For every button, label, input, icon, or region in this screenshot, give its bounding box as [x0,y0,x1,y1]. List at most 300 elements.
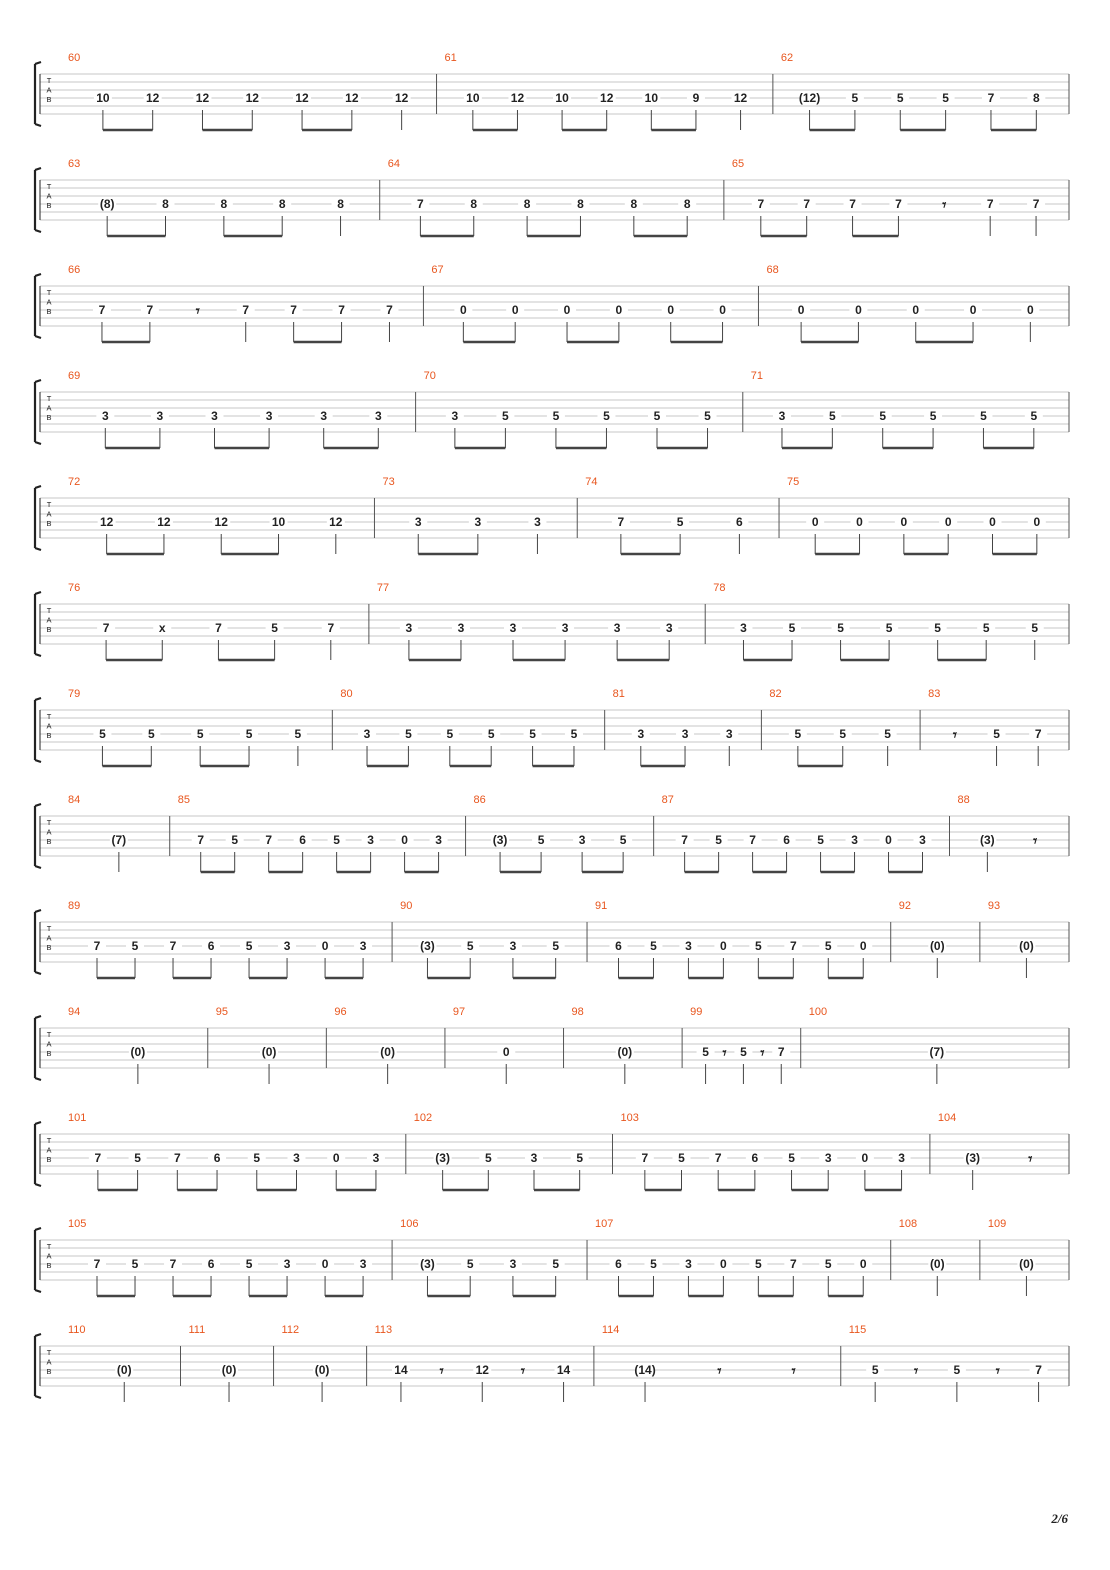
fret-number: 0 [563,303,571,317]
tab-clef-letter: A [46,509,52,519]
measure [705,582,1044,660]
fret-number: (0) [1019,939,1034,953]
measure-number: 77 [376,582,390,594]
fret-number: 7 [98,303,106,317]
fret-number: 7 [146,303,154,317]
fret-number: (3) [492,833,508,847]
tab-system [35,52,1069,130]
fret-number: 5 [294,727,302,741]
measure [779,476,1046,554]
fret-number: 12 [475,1363,489,1377]
fret-number: 5 [253,1151,261,1165]
tab-clef-letter: T [46,182,52,191]
fret-number: 7 [803,197,811,211]
tab-clef-letter: T [46,1030,52,1039]
measure-number: 89 [68,900,81,912]
fret-number: 12 [510,91,525,105]
measure-number: 67 [431,264,444,276]
fret-number: 7 [777,1045,785,1059]
fret-number: 5 [702,1045,709,1059]
fret-number: 5 [678,1151,685,1165]
fret-number: 3 [778,409,786,423]
fret-number: 3 [283,939,291,953]
measure [594,1324,796,1402]
tab-clef-letter: B [46,95,52,104]
measure-number: 99 [690,1006,703,1018]
measure-number: 74 [585,476,598,488]
fret-number: 0 [321,1257,329,1271]
fret-number: 3 [374,409,382,423]
measure-number: 84 [68,794,81,806]
fret-number: (0) [1019,1257,1034,1271]
tab-clef-letter: B [46,837,52,846]
fret-number: 0 [615,303,623,317]
fret-number: 5 [99,727,106,741]
fret-number: 5 [896,91,904,105]
measure [423,264,731,342]
fret-number: 7 [789,939,797,953]
fret-number: 6 [299,833,306,847]
measure-number: 73 [382,476,395,488]
fret-number: 7 [242,303,250,317]
fret-number: 0 [944,515,952,529]
fret-number: 7 [1035,1363,1042,1377]
rest-symbol: 𝄾 [1033,832,1038,850]
fret-number: 5 [929,409,937,423]
measure [445,1006,515,1084]
measure-number: 76 [68,582,81,594]
fret-number: 7 [290,303,297,317]
fret-number: 5 [245,939,253,953]
fret-number: 3 [530,1151,538,1165]
fret-number: 7 [895,197,902,211]
fret-number: 5 [131,939,139,953]
fret-number: 5 [824,939,832,953]
fret-number: 10 [96,91,110,105]
fret-number: 3 [293,1151,300,1165]
fret-number: 0 [856,515,863,529]
fret-number: 8 [683,197,691,211]
fret-number: (0) [314,1363,330,1377]
tab-clef-letter: A [46,933,52,943]
fret-number: 8 [278,197,286,211]
fret-number: 0 [861,1151,869,1165]
fret-number: 7 [215,621,222,635]
fret-number: 0 [502,1045,510,1059]
tab-clef-letter: A [46,85,52,95]
fret-number: (3) [980,833,995,847]
measure [801,1006,946,1084]
tab-clef-letter: T [46,500,52,509]
tab-system [35,1218,1069,1296]
fret-number: 12 [195,91,210,105]
tab-clef-letter: T [46,394,52,403]
fret-number: 3 [509,621,517,635]
measure-number: 115 [848,1324,867,1336]
fret-number: 3 [898,1151,905,1165]
measure [392,900,565,978]
fret-number: 0 [885,833,892,847]
tab-clef-letter: T [46,712,52,721]
fret-number: 0 [720,939,727,953]
measure-number: 101 [68,1112,87,1124]
fret-number: 0 [811,515,819,529]
fret-number: 7 [1034,727,1042,741]
measure-number: 65 [731,158,745,170]
fret-number: 3 [613,621,621,635]
measure-number: 97 [452,1006,466,1018]
fret-number: 0 [401,833,408,847]
tab-system [35,1112,1069,1190]
fret-number: 5 [788,1151,795,1165]
fret-number: 3 [665,621,673,635]
fret-number: 5 [884,727,891,741]
fret-number: 5 [871,1363,879,1377]
fret-number: 12 [733,91,748,105]
tab-clef-letter: B [46,1367,52,1376]
tab-clef-letter: B [46,1049,52,1058]
tab-clef-letter: T [46,1136,52,1145]
measure-number: 92 [898,900,911,912]
measure-number: 62 [780,52,794,64]
fret-number: 5 [529,727,536,741]
rest-symbol: 𝄾 [914,1362,919,1380]
fret-number: 7 [681,833,688,847]
fret-number: (8) [99,197,115,211]
fret-number: 6 [213,1151,221,1165]
fret-number: 10 [271,515,286,529]
measure-number: 82 [769,688,782,700]
tab-system [35,900,1069,978]
fret-number: 3 [451,409,459,423]
measure-number: 112 [281,1324,300,1336]
fret-number: (7) [111,833,127,847]
tab-system [35,264,1069,342]
tab-clef-letter: T [46,606,52,615]
measure-number: 66 [68,264,81,276]
fret-number: 3 [509,1257,517,1271]
fret-number: 10 [644,91,659,105]
fret-number: 3 [320,409,328,423]
measure [68,158,350,236]
measure [949,794,1037,872]
measure [68,794,128,872]
tab-clef-letter: B [46,307,52,316]
fret-number: 6 [207,939,215,953]
measure-number: 109 [987,1218,1007,1230]
fret-number: 3 [372,1151,380,1165]
measure-number: 60 [68,52,81,64]
tab-clef-letter: T [46,1348,52,1357]
measure [68,900,372,978]
fret-number: 5 [1031,621,1039,635]
fret-number: 3 [637,727,645,741]
fret-number: 6 [615,1257,622,1271]
measure-number: 93 [987,900,1001,912]
rest-symbol: 𝄾 [439,1362,444,1380]
fret-number: 8 [220,197,228,211]
measure [724,158,1045,236]
fret-number: 5 [552,409,560,423]
fret-number: 0 [719,303,726,317]
fret-number: (0) [929,1257,945,1271]
fret-number: 7 [327,621,335,635]
measure [743,370,1043,448]
fret-number: 5 [619,833,627,847]
measure [332,688,583,766]
fret-number: 14 [556,1363,571,1377]
measure [68,1324,133,1402]
fret-number: 3 [685,939,692,953]
fret-number: 5 [466,939,474,953]
measure [577,476,748,554]
measure-number: 86 [473,794,486,806]
fret-number: 0 [460,303,467,317]
measure [326,1006,396,1084]
fret-number: 8 [1032,91,1040,105]
fret-number: 3 [359,1257,367,1271]
measure-number: 68 [766,264,779,276]
measure-number: 88 [957,794,970,806]
fret-number: (0) [261,1045,277,1059]
fret-number: 6 [207,1257,215,1271]
measure-number: 63 [68,158,81,170]
tab-clef-letter: A [46,403,52,413]
fret-number: 5 [502,409,509,423]
fret-number: (12) [798,91,821,105]
tab-clef-letter: A [46,297,52,307]
fret-number: 7 [417,197,424,211]
measure-number: 110 [68,1324,86,1336]
measure [374,476,546,554]
measure-number: 69 [68,370,81,382]
fret-number: 5 [837,621,844,635]
measure [891,1218,947,1296]
fret-number: 5 [405,727,412,741]
fret-number: 5 [704,409,711,423]
fret-number: 0 [321,939,329,953]
rest-symbol: 𝄾 [722,1044,727,1062]
fret-number: 0 [989,515,996,529]
measure-number: 113 [374,1324,393,1336]
tab-clef-letter: B [46,943,52,952]
fret-number: 12 [214,515,228,529]
rest-symbol: 𝄾 [791,1362,796,1380]
fret-number: 5 [484,1151,492,1165]
fret-number: 5 [1030,409,1038,423]
tab-clef-letter: B [46,625,52,634]
fret-number: 12 [245,91,259,105]
measure [980,900,1036,978]
tab-clef-letter: T [46,76,52,85]
fret-number: (0) [130,1045,146,1059]
measure-number: 104 [937,1112,957,1124]
fret-number: 5 [817,833,824,847]
fret-number: 5 [446,727,454,741]
measure-number: 114 [601,1324,620,1336]
fret-number: 5 [885,621,893,635]
measure [170,794,448,872]
fret-number: 3 [509,939,517,953]
fret-number: 5 [755,939,762,953]
tab-clef-letter: B [46,413,52,422]
fret-number: 12 [600,91,614,105]
fret-number: 3 [457,621,465,635]
fret-number: 0 [912,303,920,317]
fret-number: 5 [942,91,949,105]
measure-number: 94 [68,1006,81,1018]
measure-number: 71 [750,370,764,382]
fret-number: 8 [470,197,478,211]
tab-clef-letter: B [46,731,52,740]
fret-number: 5 [851,91,859,105]
measure [682,1006,790,1084]
tab-system [35,158,1069,236]
fret-number: 5 [824,1257,832,1271]
fret-number: 5 [487,727,495,741]
measure [68,370,387,448]
rest-symbol: 𝄾 [952,726,957,744]
fret-number: 7 [102,621,110,635]
fret-number: 5 [552,939,560,953]
fret-number: 0 [1027,303,1034,317]
fret-number: 12 [394,91,409,105]
fret-number: 0 [720,1257,727,1271]
tab-clef-letter: A [46,191,52,201]
measure [274,1324,332,1402]
fret-number: 7 [789,1257,797,1271]
tab-clef-letter: T [46,288,52,297]
measure [930,1112,1032,1190]
fret-number: 6 [783,833,790,847]
fret-number: 5 [271,621,278,635]
fret-number: 7 [617,515,625,529]
fret-number: 3 [435,833,442,847]
tab-clef-letter: A [46,1357,52,1367]
measure [761,688,896,766]
fret-number: 7 [338,303,345,317]
fret-number: 7 [169,939,177,953]
tab-clef-letter: A [46,615,52,625]
measure [68,476,345,554]
fret-number: 6 [615,939,622,953]
fret-number: 3 [414,515,422,529]
fret-number: 5 [650,1257,657,1271]
systems [35,52,1069,1402]
fret-number: 8 [523,197,531,211]
fret-number: (0) [929,939,945,953]
measure-number: 72 [68,476,81,488]
fret-number: (3) [435,1151,450,1165]
measure-number: 103 [620,1112,639,1124]
fret-number: 3 [578,833,586,847]
fret-number: 7 [94,1151,102,1165]
fret-number: 12 [295,91,309,105]
rest-symbol: 𝄾 [942,196,947,214]
rest-symbol: 𝄾 [760,1044,765,1062]
measure-number: 91 [595,900,608,912]
measure [68,582,340,660]
measure [891,900,947,978]
tab-clef-letter: A [46,721,52,731]
fret-number: (0) [617,1045,633,1059]
measure [605,688,739,766]
measure-number: 81 [612,688,625,700]
fret-number: 7 [749,833,756,847]
tab-clef-letter: B [46,201,52,210]
fret-number: 12 [329,515,343,529]
fret-number: (0) [380,1045,395,1059]
fret-number: 0 [511,303,519,317]
measure [773,52,1045,130]
fret-number: 5 [755,1257,762,1271]
fret-number: 3 [156,409,164,423]
fret-number: 0 [900,515,908,529]
measure-number: 70 [423,370,436,382]
fret-number: 5 [245,1257,253,1271]
measure [564,1006,634,1084]
fret-number: 7 [757,197,765,211]
fret-number: 3 [474,515,482,529]
rest-symbol: 𝄾 [195,302,200,320]
measure [68,1218,372,1296]
fret-number: 5 [740,1045,747,1059]
fret-number: 5 [537,833,545,847]
fret-number: 3 [363,727,371,741]
tab-system [35,794,1069,872]
fret-number: 5 [134,1151,141,1165]
fret-number: 5 [603,409,610,423]
fret-number: 6 [736,515,743,529]
fret-number: 3 [685,1257,692,1271]
measure [68,688,307,766]
rest-symbol: 𝄾 [995,1362,1000,1380]
fret-number: 0 [332,1151,340,1165]
fret-number: 8 [337,197,344,211]
fret-number: 7 [197,833,205,847]
tab-system [35,370,1069,448]
fret-number: 8 [630,197,638,211]
measure-number: 75 [787,476,800,488]
fret-number: x [158,621,166,635]
fret-number: 5 [879,409,887,423]
tab-system [35,1006,1069,1084]
fret-number: 0 [855,303,862,317]
measure-number: 85 [177,794,190,806]
tab-clef-letter: B [46,1155,52,1164]
measure [466,794,633,872]
fret-number: 7 [93,939,101,953]
fret-number: (7) [929,1045,945,1059]
fret-number: 12 [157,515,171,529]
fret-number: 9 [692,91,700,105]
fret-number: (3) [420,1257,435,1271]
measure-number: 90 [400,900,413,912]
tab-system [35,688,1069,766]
fret-number: 3 [561,621,569,635]
measure-number: 96 [334,1006,347,1018]
fret-number: 12 [146,91,160,105]
measure [68,1006,147,1084]
fret-number: 3 [405,621,413,635]
fret-number: 5 [333,833,340,847]
fret-number: 12 [345,91,359,105]
fret-number: 5 [131,1257,139,1271]
measure-number: 108 [898,1218,918,1230]
fret-number: 7 [93,1257,101,1271]
fret-number: 6 [751,1151,759,1165]
fret-number: 5 [993,727,1000,741]
